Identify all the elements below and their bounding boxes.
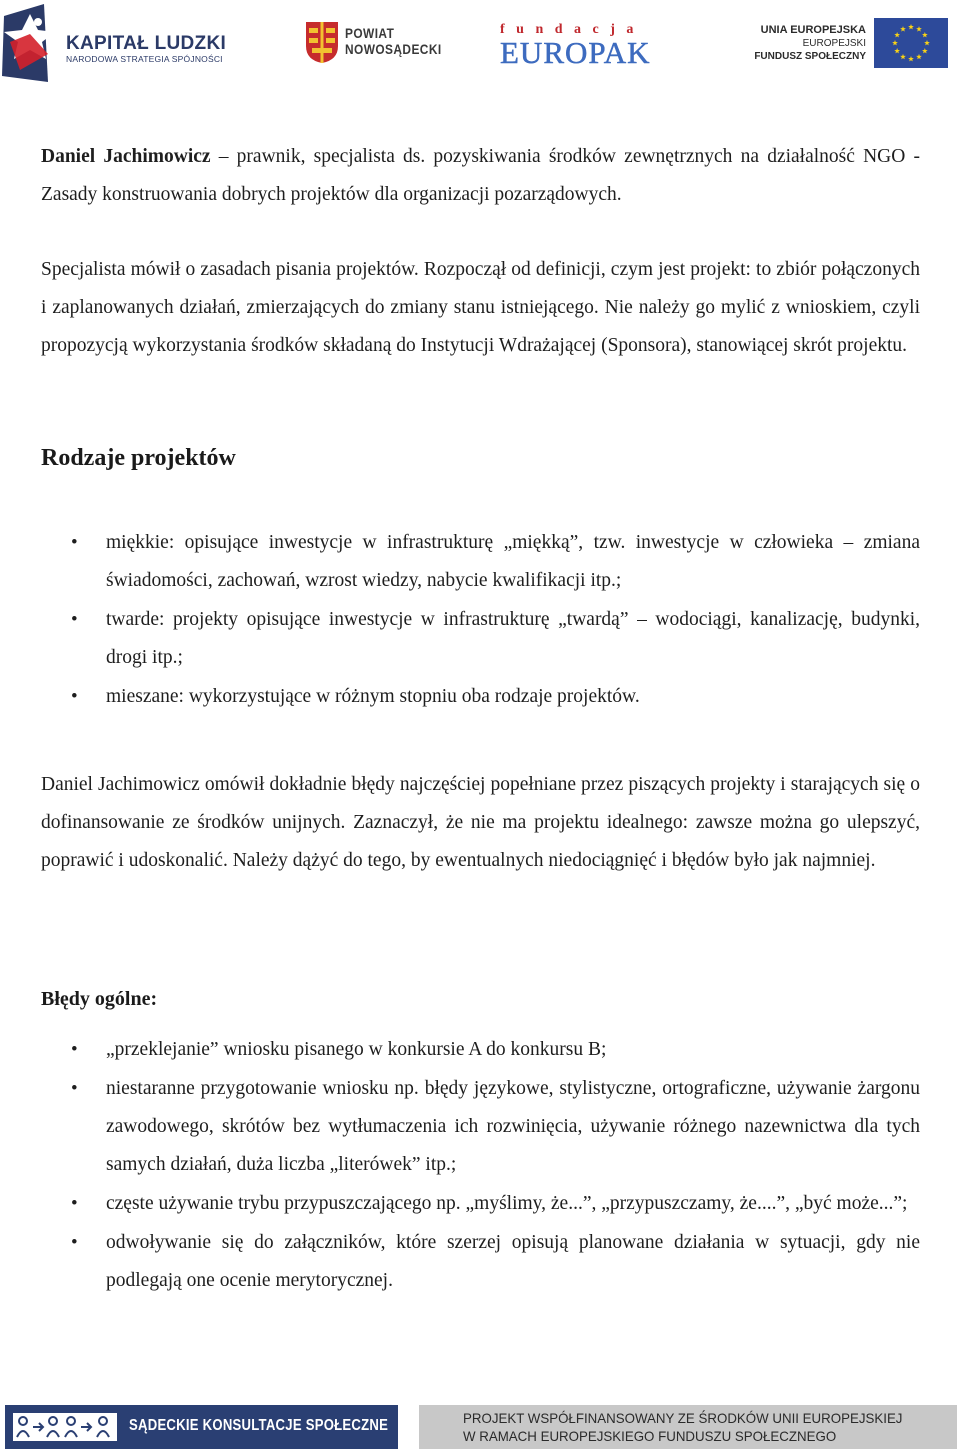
- powiat-label: POWIAT: [345, 25, 395, 41]
- list-item: [41, 1224, 920, 1300]
- bullet-icon: •: [71, 609, 78, 630]
- bullet-icon: •: [71, 1078, 78, 1099]
- eu-line-2: EUROPEJSKI: [802, 38, 866, 49]
- people-group-icon: [13, 1413, 117, 1441]
- list-item-text: odwoływanie się do załączników, które szerzej opisują planowane działania w sytuacji, gdy nie podlegają one ocenie merytorycznej.: [106, 1232, 920, 1291]
- fundacja-europak-logo: [498, 22, 693, 70]
- eu-flag-icon: [874, 18, 948, 68]
- bullet-icon: •: [71, 1193, 78, 1214]
- footer-cofinancing-line-2: W RAMACH EUROPEJSKIEGO FUNDUSZU SPOŁECZNEGO: [463, 1428, 837, 1444]
- header-logos: [0, 0, 960, 90]
- people-arrows-icon: [13, 1413, 117, 1441]
- kapital-ludzki-title: KAPITAŁ LUDZKI: [66, 33, 227, 54]
- project-types-list: [41, 524, 920, 717]
- paragraph-common-errors: Daniel Jachimowicz omówił dokładnie błędy najczęściej popełniane przez piszących projekty i starających się o dofinansowanie ze środków unijnych. Zaznaczył, że nie ma projektu idealnego: zawsze można go ulepszyć, poprawić i udoskonalić. Należy dążyć do tego, by ewentualnych niedociągnięć i błędów było jak najmniej.: [41, 774, 920, 871]
- list-item-text: częste używanie trybu przypuszczającego np. „myślimy, że...”, „przypuszczamy, że....”, „być może...”;: [106, 1193, 908, 1214]
- europak-label: EUROPAK: [500, 35, 651, 70]
- kapital-ludzki-logo: [0, 4, 240, 84]
- footer-consultations-label: SĄDECKIE KONSULTACJE SPOŁECZNE: [129, 1417, 389, 1434]
- bullet-icon: •: [71, 686, 78, 707]
- kapital-ludzki-subtitle: NARODOWA STRATEGIA SPÓJNOŚCI: [66, 54, 223, 64]
- nowosadecki-label: NOWOSĄDECKI: [345, 41, 442, 57]
- paragraph-definition: Specjalista mówił o zasadach pisania projektów. Rozpoczął od definicji, czym jest projekt: to zbiór połączonych i zaplanowanych działań, zmierzających do zmiany stanu istniejącego. Nie należy go mylić z wnioskiem, czyli propozycją wykorzystania środków składaną do Instytucji Wdrażającej (Sponsora), stanowiącej skrót projektu.: [41, 259, 920, 356]
- list-item-text: twarde: projekty opisujące inwestycje w infrastrukturę „twardą” – wodociągi, kanalizację, budynki, drogi itp.;: [106, 609, 920, 668]
- kapital-ludzki-emblem-icon: [0, 4, 62, 84]
- footer-cofinancing-banner: [419, 1405, 957, 1449]
- heading-project-types: Rodzaje projektów: [41, 445, 236, 471]
- footer-cofinancing-line-1: PROJEKT WSPÓŁFINANSOWANY ZE ŚRODKÓW UNII EUROPEJSKIEJ: [463, 1410, 903, 1426]
- eu-line-3: FUNDUSZ SPOŁECZNY: [754, 51, 866, 62]
- bullet-icon: •: [71, 532, 78, 553]
- general-errors-list: [41, 1031, 920, 1301]
- footer-consultations-banner: [5, 1405, 398, 1449]
- list-item: [41, 601, 920, 677]
- powiat-coat-of-arms-icon: [304, 20, 340, 64]
- bullet-icon: •: [71, 1232, 78, 1253]
- list-item: [41, 1070, 920, 1184]
- list-item-text: miękkie: opisujące inwestycje w infrastrukturę „miękką”, tzw. inwestycje w człowieka – zmiana świadomości, zachowań, wzrost wiedzy, nabycie kwalifikacji itp.;: [106, 532, 920, 591]
- bullet-icon: •: [71, 1039, 78, 1060]
- heading-general-errors: Błędy ogólne:: [41, 988, 158, 1010]
- intro-paragraph: [41, 138, 920, 214]
- list-item-text: niestaranne przygotowanie wniosku np. błędy językowe, stylistyczne, ortograficzne, używanie żargonu zawodowego, skrótów bez wytłumaczenia ich rozwinięcia, używanie różnego nazewnictwa dla tych samych działań, duża liczba „literówek” itp.;: [106, 1078, 920, 1175]
- eu-efs-logo: [756, 16, 956, 72]
- powiat-nowosadecki-logo: [302, 20, 442, 70]
- list-item: [41, 1031, 920, 1069]
- intro-author: Daniel Jachimowicz: [41, 146, 211, 167]
- list-item: [41, 524, 920, 600]
- list-item: [41, 1185, 920, 1223]
- list-item: [41, 678, 920, 716]
- list-item-text: „przeklejanie” wniosku pisanego w konkursie A do konkursu B;: [106, 1039, 607, 1060]
- eu-line-1: UNIA EUROPEJSKA: [760, 24, 866, 36]
- list-item-text: mieszane: wykorzystujące w różnym stopniu oba rodzaje projektów.: [106, 686, 640, 707]
- fundacja-label: fundacja: [500, 22, 645, 37]
- intro-text: – prawnik, specjalista ds. pozyskiwania środków zewnętrznych na działalność NGO - Zasady konstruowania dobrych projektów dla organizacji pozarządowych.: [41, 146, 921, 205]
